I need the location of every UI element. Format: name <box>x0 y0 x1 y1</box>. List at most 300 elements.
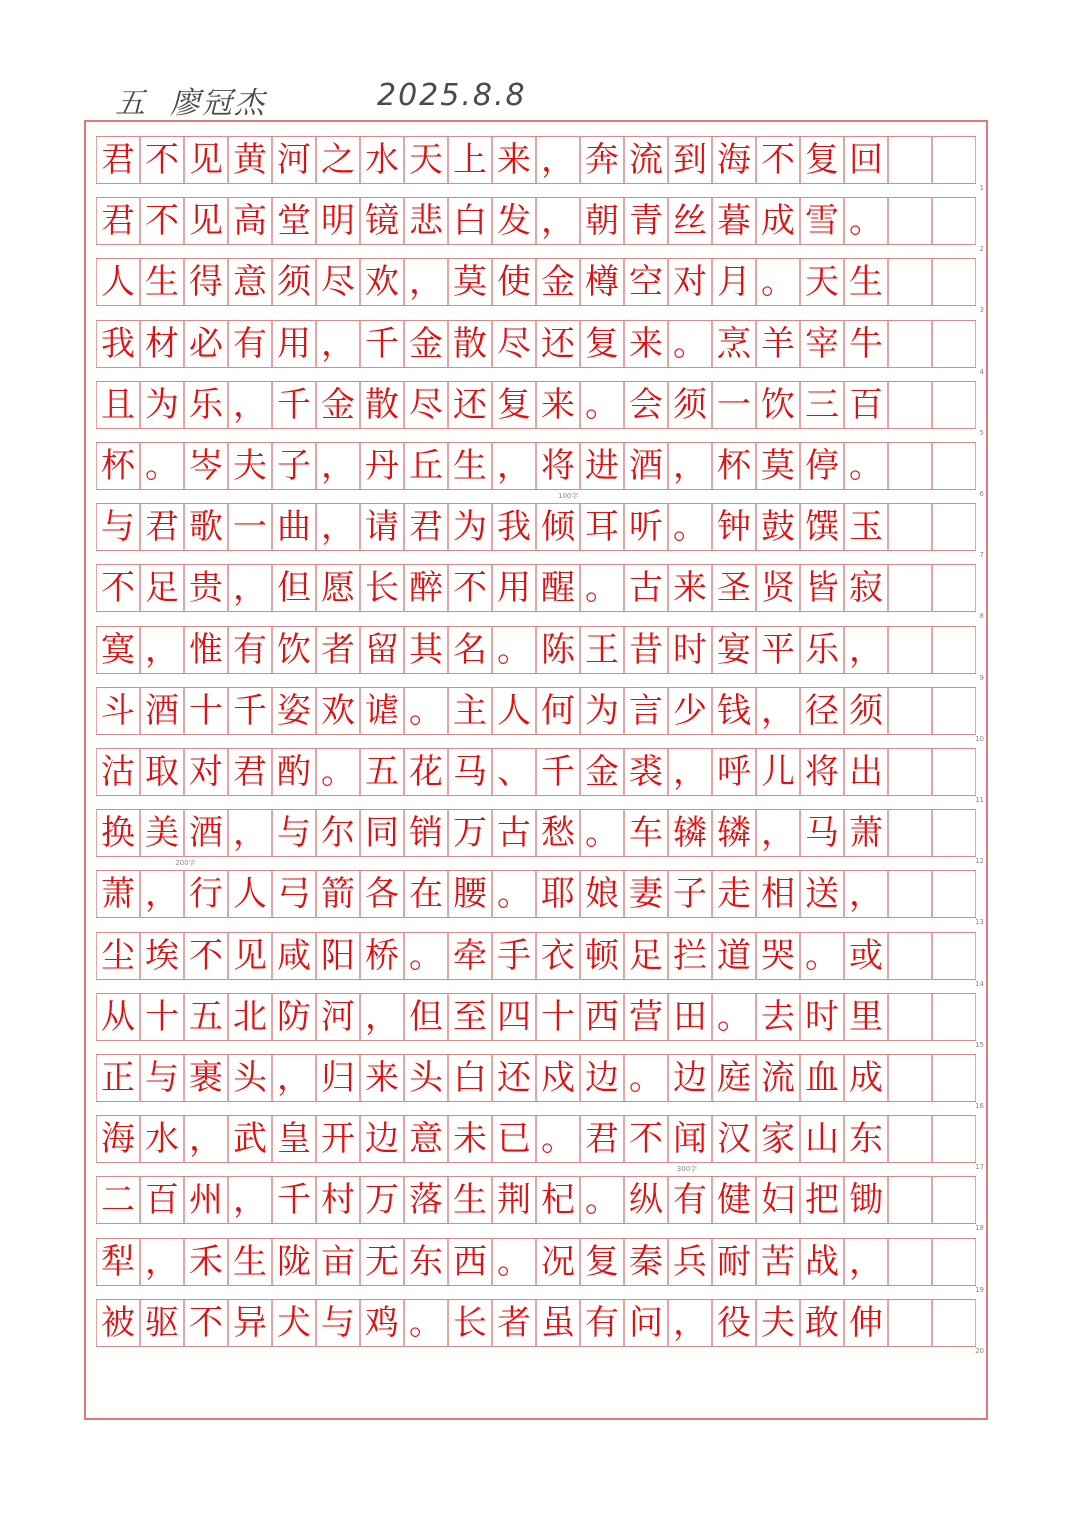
grid-cell: ， <box>316 321 360 367</box>
grid-cell: 。 <box>580 810 624 856</box>
grid-cell: 复 <box>580 321 624 367</box>
grid-cell: ， <box>184 1116 228 1162</box>
grid-cell: 尽 <box>404 382 448 428</box>
grid-cell: 况 <box>536 1239 580 1285</box>
grid-cell: 明 <box>316 198 360 244</box>
grid-row <box>96 1299 976 1347</box>
grid-cell: 莫 <box>448 259 492 305</box>
grid-cell: 车 <box>624 810 668 856</box>
grid-cell: ， <box>316 443 360 489</box>
grid-cell: 与 <box>140 1055 184 1101</box>
grid-row <box>96 564 976 612</box>
grid-cell: 东 <box>844 1116 888 1162</box>
grid-cell: 千 <box>272 382 316 428</box>
grid-cell: 未 <box>448 1116 492 1162</box>
grid-cell: 材 <box>140 321 184 367</box>
grid-cell: 、 <box>492 749 536 795</box>
grid-cell: 将 <box>800 749 844 795</box>
grid-cell: 埃 <box>140 933 184 979</box>
grid-cell: 拦 <box>668 933 712 979</box>
grid-cell: 家 <box>756 1116 800 1162</box>
grid-cell: 手 <box>492 933 536 979</box>
grid-cell: 足 <box>624 933 668 979</box>
row-number: 11 <box>975 796 984 804</box>
grid-cell: 娘 <box>580 871 624 917</box>
row-number: 15 <box>975 1040 984 1049</box>
grid-cell: 沽 <box>96 749 140 795</box>
grid-cell: 问 <box>624 1300 668 1346</box>
grid-cell: 尔 <box>316 810 360 856</box>
row-number: 20 <box>975 1346 984 1355</box>
grid-cell <box>932 137 976 183</box>
row-number: 10 <box>975 734 984 743</box>
grid-cell: 海 <box>96 1116 140 1162</box>
grid-cell: 萧 <box>96 871 140 917</box>
grid-cell: 阳 <box>316 933 360 979</box>
grid-cell: 时 <box>800 994 844 1040</box>
grid-cell: ， <box>668 1300 712 1346</box>
grid-cell: 流 <box>756 1055 800 1101</box>
grid-cell: 酒 <box>140 688 184 734</box>
grid-cell: 同 <box>360 810 404 856</box>
grid-cell: 圣 <box>712 565 756 611</box>
grid-cell: 不 <box>140 137 184 183</box>
grid-cell: 乐 <box>184 382 228 428</box>
grid-cell: 与 <box>96 504 140 550</box>
grid-cell: 花 <box>404 749 448 795</box>
grid-cell: 山 <box>800 1116 844 1162</box>
grid-cell <box>888 321 932 367</box>
grid-cell: 须 <box>272 259 316 305</box>
grid-cell: 朝 <box>580 198 624 244</box>
grid-cell: 有 <box>580 1300 624 1346</box>
grid-cell: 健 <box>712 1177 756 1223</box>
grid-cell: 停 <box>800 443 844 489</box>
grid-cell: 闻 <box>668 1116 712 1162</box>
grid-cell: 成 <box>844 1055 888 1101</box>
grid-cell <box>932 871 976 917</box>
grid-cell: 边 <box>580 1055 624 1101</box>
grid-cell: 青 <box>624 198 668 244</box>
grid-cell: 不 <box>624 1116 668 1162</box>
row-number: 1 <box>979 184 984 192</box>
grid-cell <box>932 933 976 979</box>
grid-cell: 黄 <box>228 137 272 183</box>
grid-cell: 必 <box>184 321 228 367</box>
grid-cell: 见 <box>184 198 228 244</box>
author-name: 廖冠杰 <box>170 86 266 121</box>
grid-cell: 有 <box>668 1177 712 1223</box>
grid-cell: 樽 <box>580 259 624 305</box>
grid-cell: 古 <box>492 810 536 856</box>
grid-cell: 来 <box>360 1055 404 1101</box>
grid-cell: 来 <box>536 382 580 428</box>
grid-cell <box>888 749 932 795</box>
row-number: 5 <box>979 428 984 437</box>
grid-cell: ， <box>404 259 448 305</box>
grid-cell: 白 <box>448 1055 492 1101</box>
grid-row <box>96 1238 976 1286</box>
grid-cell: 千 <box>360 321 404 367</box>
grid-cell: 边 <box>668 1055 712 1101</box>
grid-cell: 或 <box>844 933 888 979</box>
grid-cell: 主 <box>448 688 492 734</box>
grid-cell <box>932 198 976 244</box>
grid-cell <box>888 810 932 856</box>
grid-cell: 。 <box>404 688 448 734</box>
grid-cell: 丘 <box>404 443 448 489</box>
grid-cell <box>888 994 932 1040</box>
grid-cell: 万 <box>448 810 492 856</box>
grid-cell: 馔 <box>800 504 844 550</box>
grid-cell: 酌 <box>272 749 316 795</box>
grid-cell: 牛 <box>844 321 888 367</box>
grid-cell: 血 <box>800 1055 844 1101</box>
grid-cell: 荆 <box>492 1177 536 1223</box>
grid-cell: 对 <box>668 259 712 305</box>
grid-cell: ， <box>668 443 712 489</box>
grid-cell: 里 <box>844 994 888 1040</box>
grid-cell <box>888 1055 932 1101</box>
grid-cell: 道 <box>712 933 756 979</box>
grid-cell: 耶 <box>536 871 580 917</box>
grid-cell: 河 <box>316 994 360 1040</box>
grid-cell: 相 <box>756 871 800 917</box>
grid-cell: 意 <box>404 1116 448 1162</box>
grid-cell: 水 <box>140 1116 184 1162</box>
grid-cell: 钟 <box>712 504 756 550</box>
grid-row <box>96 258 976 306</box>
grid-cell: ， <box>844 627 888 673</box>
grid-cell: 见 <box>184 137 228 183</box>
grid-cell: 生 <box>844 259 888 305</box>
grid-cell: 宴 <box>712 627 756 673</box>
grid-cell: 回 <box>844 137 888 183</box>
grid-cell: 玉 <box>844 504 888 550</box>
grid-cell: 河 <box>272 137 316 183</box>
grid-cell <box>932 994 976 1040</box>
grid-cell <box>932 321 976 367</box>
grid-cell <box>888 504 932 550</box>
grid-cell: 子 <box>668 871 712 917</box>
grid-cell: 桥 <box>360 933 404 979</box>
grid-cell: 被 <box>96 1300 140 1346</box>
grid-cell: 伸 <box>844 1300 888 1346</box>
grid-cell: ， <box>228 565 272 611</box>
date: 2025.8.8 <box>377 78 527 113</box>
grid-cell <box>932 1177 976 1223</box>
grid-cell: 者 <box>492 1300 536 1346</box>
grid-cell: 万 <box>360 1177 404 1223</box>
grid-cell: 且 <box>96 382 140 428</box>
grid-row <box>96 870 976 918</box>
grid-cell: 请 <box>360 504 404 550</box>
grid-cell: 皆 <box>800 565 844 611</box>
grid-cell: 到 <box>668 137 712 183</box>
grid-cell: 妇 <box>756 1177 800 1223</box>
grid-cell <box>932 1300 976 1346</box>
grid-cell: 饮 <box>272 627 316 673</box>
grid-cell: 敢 <box>800 1300 844 1346</box>
grid-cell: 换 <box>96 810 140 856</box>
grid-cell <box>932 1055 976 1101</box>
grid-cell: 莫 <box>756 443 800 489</box>
grid-cell: 还 <box>492 1055 536 1101</box>
grid-cell: 还 <box>536 321 580 367</box>
grid-cell <box>932 504 976 550</box>
grid-row <box>96 1115 976 1163</box>
grid-cell <box>888 1116 932 1162</box>
grid-cell: 夫 <box>756 1300 800 1346</box>
grid-cell: 西 <box>448 1239 492 1285</box>
grid-cell: 君 <box>96 137 140 183</box>
grid-cell: 斗 <box>96 688 140 734</box>
grid-cell: 使 <box>492 259 536 305</box>
count-mark: 200字 <box>175 859 196 868</box>
grid-cell: 岑 <box>184 443 228 489</box>
grid-cell: 戍 <box>536 1055 580 1101</box>
grid-cell: 。 <box>668 321 712 367</box>
grid-cell: 裹 <box>184 1055 228 1101</box>
grid-cell <box>932 1239 976 1285</box>
grid-cell: 鼓 <box>756 504 800 550</box>
grid-cell: 姿 <box>272 688 316 734</box>
grid-cell: ， <box>140 627 184 673</box>
grid-cell: 发 <box>492 198 536 244</box>
grid-cell: 水 <box>360 137 404 183</box>
grid-row <box>96 748 976 796</box>
grid-cell: 贵 <box>184 565 228 611</box>
grid-cell: 不 <box>756 137 800 183</box>
grid-cell: 马 <box>800 810 844 856</box>
grid-cell: 不 <box>184 933 228 979</box>
grid-cell: 辚 <box>712 810 756 856</box>
row-number: 19 <box>975 1285 984 1294</box>
grid-cell: 。 <box>140 443 184 489</box>
row-number: 6 <box>979 490 984 498</box>
grid-cell: 不 <box>184 1300 228 1346</box>
grid-cell: 奔 <box>580 137 624 183</box>
grid-cell: 百 <box>140 1177 184 1223</box>
grid-cell: 但 <box>272 565 316 611</box>
grid-cell: 十 <box>140 994 184 1040</box>
grid-cell: 。 <box>580 1177 624 1223</box>
grid-cell: ， <box>756 688 800 734</box>
grid-cell <box>888 565 932 611</box>
row-number: 12 <box>975 857 984 866</box>
grid-cell: 马 <box>448 749 492 795</box>
grid-cell: 异 <box>228 1300 272 1346</box>
grid-cell: 庭 <box>712 1055 756 1101</box>
grid-cell: 钱 <box>712 688 756 734</box>
grid-cell: 。 <box>492 1239 536 1285</box>
grid-cell <box>888 871 932 917</box>
grid-cell: 将 <box>536 443 580 489</box>
grid-cell: 见 <box>228 933 272 979</box>
grid-cell: 开 <box>316 1116 360 1162</box>
grid-cell: 武 <box>228 1116 272 1162</box>
grid-cell: 我 <box>96 321 140 367</box>
grid-cell: ， <box>668 749 712 795</box>
grid-cell: 白 <box>448 198 492 244</box>
grid-cell: 用 <box>492 565 536 611</box>
grid-cell: 得 <box>184 259 228 305</box>
grid-cell: 人 <box>492 688 536 734</box>
grid-cell: 战 <box>800 1239 844 1285</box>
grid-cell: 高 <box>228 198 272 244</box>
grid-cell: 人 <box>228 871 272 917</box>
grid-cell: 无 <box>360 1239 404 1285</box>
grid-cell: 欢 <box>360 259 404 305</box>
grid-cell: 生 <box>448 1177 492 1223</box>
grid-cell: 谑 <box>360 688 404 734</box>
grid-cell: 但 <box>404 994 448 1040</box>
grid-cell: 生 <box>140 259 184 305</box>
grid-cell: ， <box>272 1055 316 1101</box>
grid-cell: 耐 <box>712 1239 756 1285</box>
grid-cell: 陈 <box>536 627 580 673</box>
grid-cell: 人 <box>96 259 140 305</box>
grid-cell: 。 <box>580 565 624 611</box>
grid-row <box>96 932 976 980</box>
grid-cell: 犁 <box>96 1239 140 1285</box>
grid-cell: 。 <box>844 443 888 489</box>
grid-cell: 哭 <box>756 933 800 979</box>
grid-cell: 寂 <box>844 565 888 611</box>
grid-cell: 镜 <box>360 198 404 244</box>
grid-cell: 复 <box>580 1239 624 1285</box>
grid-cell: 秦 <box>624 1239 668 1285</box>
grid-cell: 金 <box>536 259 580 305</box>
grid-cell <box>888 627 932 673</box>
grid-cell: 来 <box>492 137 536 183</box>
grid-cell: 复 <box>492 382 536 428</box>
grid-cell: 防 <box>272 994 316 1040</box>
grid-cell: 君 <box>580 1116 624 1162</box>
grid-cell: 锄 <box>844 1177 888 1223</box>
row-number: 18 <box>975 1224 984 1233</box>
grid-cell: 欢 <box>316 688 360 734</box>
grid-cell: 不 <box>140 198 184 244</box>
grid-cell: 。 <box>712 994 756 1040</box>
grid-cell: 。 <box>756 259 800 305</box>
grid-cell: 烹 <box>712 321 756 367</box>
grid-cell: 头 <box>228 1055 272 1101</box>
grid-row <box>96 687 976 735</box>
writing-grid <box>84 120 988 1420</box>
grid-cell: 为 <box>140 382 184 428</box>
grid-cell <box>932 443 976 489</box>
grid-cell: 归 <box>316 1055 360 1101</box>
grid-cell: 已 <box>492 1116 536 1162</box>
grid-cell: 十 <box>184 688 228 734</box>
row-number: 14 <box>975 979 984 988</box>
grid-cell <box>888 137 932 183</box>
grid-cell: 生 <box>228 1239 272 1285</box>
grid-cell: 之 <box>316 137 360 183</box>
grid-cell: ， <box>536 198 580 244</box>
grid-row <box>96 1054 976 1102</box>
grid-cell: 三 <box>800 382 844 428</box>
grid-cell: ， <box>228 1177 272 1223</box>
row-number: 4 <box>979 367 984 376</box>
grid-cell: 君 <box>228 749 272 795</box>
grid-cell: 来 <box>624 321 668 367</box>
grid-cell: 千 <box>536 749 580 795</box>
grid-cell <box>888 933 932 979</box>
grid-cell: 顿 <box>580 933 624 979</box>
grid-cell: 一 <box>712 382 756 428</box>
grid-cell: 裘 <box>624 749 668 795</box>
grid-cell: 须 <box>668 382 712 428</box>
grid-cell: 长 <box>360 565 404 611</box>
grid-cell: 羊 <box>756 321 800 367</box>
grid-cell: 呼 <box>712 749 756 795</box>
grid-cell: ， <box>228 382 272 428</box>
grid-cell: 长 <box>448 1300 492 1346</box>
grid-cell: 来 <box>668 565 712 611</box>
grid-cell: 愁 <box>536 810 580 856</box>
grid-cell: 夫 <box>228 443 272 489</box>
grid-cell: 何 <box>536 688 580 734</box>
grid-cell: 愿 <box>316 565 360 611</box>
grid-cell: 为 <box>448 504 492 550</box>
grid-cell: 饮 <box>756 382 800 428</box>
grid-cell: 东 <box>404 1239 448 1285</box>
grid-cell: 二 <box>96 1177 140 1223</box>
grid-cell: 生 <box>448 443 492 489</box>
grid-cell: 歌 <box>184 504 228 550</box>
grid-cell: 足 <box>140 565 184 611</box>
grid-row <box>96 503 976 551</box>
grid-cell: 各 <box>360 871 404 917</box>
grid-cell: 悲 <box>404 198 448 244</box>
grid-cell <box>932 627 976 673</box>
grid-cell: 意 <box>228 259 272 305</box>
grid-cell: 散 <box>360 382 404 428</box>
grid-cell: 箭 <box>316 871 360 917</box>
grid-row <box>96 993 976 1041</box>
grid-cell: 散 <box>448 321 492 367</box>
grid-cell: 言 <box>624 688 668 734</box>
grid-cell: 醒 <box>536 565 580 611</box>
grid-cell: 进 <box>580 443 624 489</box>
grid-cell: 留 <box>360 627 404 673</box>
grid-cell: 。 <box>492 627 536 673</box>
grid-cell: 会 <box>624 382 668 428</box>
grid-cell: 田 <box>668 994 712 1040</box>
grid-cell: 。 <box>536 1116 580 1162</box>
grid-cell: 禾 <box>184 1239 228 1285</box>
grid-cell: 衣 <box>536 933 580 979</box>
grid-cell: 出 <box>844 749 888 795</box>
grid-cell: 君 <box>96 198 140 244</box>
grid-cell: 鸡 <box>360 1300 404 1346</box>
grid-cell: 我 <box>492 504 536 550</box>
grid-cell: 苦 <box>756 1239 800 1285</box>
grid-cell: 金 <box>580 749 624 795</box>
grid-cell <box>932 565 976 611</box>
grid-cell: 杯 <box>96 443 140 489</box>
grid-cell: 上 <box>448 137 492 183</box>
grid-cell: 汉 <box>712 1116 756 1162</box>
grid-cell <box>888 382 932 428</box>
grid-cell: ， <box>844 1239 888 1285</box>
count-mark: 100字 <box>558 492 579 500</box>
grid-cell: 径 <box>800 688 844 734</box>
grid-cell: 成 <box>756 198 800 244</box>
grid-cell: 村 <box>316 1177 360 1223</box>
